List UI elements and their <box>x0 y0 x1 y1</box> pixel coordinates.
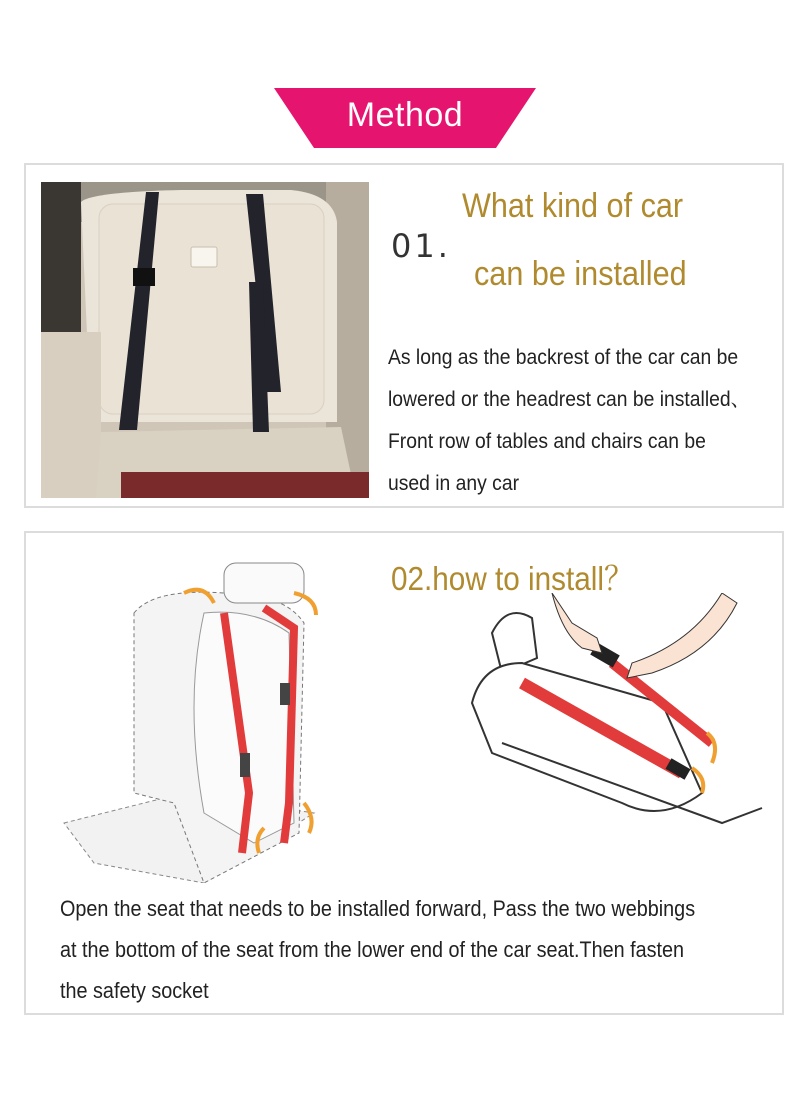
step1-description-line: used in any car <box>388 472 520 495</box>
step2-description-line: the safety socket <box>60 978 209 1003</box>
step1-title-line1: What kind of car <box>462 187 684 225</box>
step1-description-line: Front row of tables and chairs can be <box>388 430 706 453</box>
step1-number: 01. <box>391 227 451 265</box>
step1-description <box>388 337 749 505</box>
step1-description-line: lowered or the headrest can be installed、 <box>388 388 750 411</box>
step2-panel <box>24 531 784 1015</box>
step1-title-line2: can be installed <box>474 255 687 293</box>
banner-label: Method <box>346 96 464 134</box>
installation-hands-diagram <box>462 593 772 843</box>
step2-description-line: at the bottom of the seat from the lower end of the car seat.Then fasten <box>60 937 685 962</box>
seat-strap-diagram <box>54 553 354 883</box>
step2-description-line: Open the seat that needs to be installed forward, Pass the two webbings <box>60 896 696 921</box>
step1-panel <box>24 163 784 508</box>
step2-description <box>60 888 708 1011</box>
car-seat-photo <box>41 182 369 498</box>
step1-description-line: As long as the backrest of the car can be <box>388 346 739 369</box>
method-banner <box>274 88 536 148</box>
step2-title: 02.how to install？ <box>391 560 634 597</box>
